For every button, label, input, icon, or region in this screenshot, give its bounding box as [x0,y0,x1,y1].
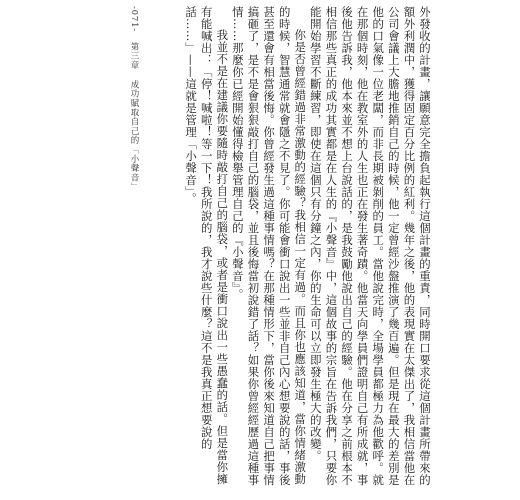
running-header [120,6,140,246]
paragraph-2: 你是否曾經錯過非常激動的經驗？我相信一定有過。而且你也應該知道，當你情緒激動的時候，智慧通常就會隱之不見了。你可能會衝口說出一些並非自己內心想要說的話，事後甚至還會有相當後悔。你曾經發生過這種事情嗎？在那種情形下，當你後來知道自己把事情搞砸了，是不是會狠狠敲打自己的腦袋，並且後悔當初說錯了話？如果你曾經經歷過這種事情……那麼你已經開始懂得檢舉管理自己的『小聲音』。 [230,6,308,486]
paragraph-1: 外發收的計畫，讓願意完全擔負起執行這個計畫的重責，同時開口要求從這個計畫所帶來的額外利潤中，獲得固定百分比例的紅利。幾年之後，他的表現實在太傑出了，我相信當他在公司會議上大膽地推銷自己的時候，他一定曾經沙盤推演了幾百遍。但是現在最大的差別是他的口氣像一位老闆，而非長期被剝削的員工。當他說完時，全場學員都極力為他歡呼。就在那個時刻，他在教室外的人生也正在發生著奇蹟。他當天向學員們證明自己有所成就，事後他告訴我，他本來並不想上台說話的，是我鼓勵他說出自己的經驗。他在分享之前根本不相信那些真正的成功其實都是在人生的『小聲音』中，這個故事的宗旨在告訴我們，只要你能開始學習不斷練習，即使在這個只有分鐘之內，你的生命可以立即發生極大的改變。 [308,6,432,486]
body-text [152,6,432,488]
chapter-title: 成功賦取自己的「小聲音」 [129,79,139,192]
chapter-label: 第三章 [129,41,139,70]
paragraph-3: 我並不是在建議你要隨時敲打自己的腦袋，或者是衝口說出一些愚蠢的話。但是當你擁有能喊出：「停！喊啦！等一下！我所說的，我才說些什麼？這不是我真正想要說的話……」——這就是管理「小聲音」。 [184,6,230,485]
page-number: -071- [129,6,139,32]
